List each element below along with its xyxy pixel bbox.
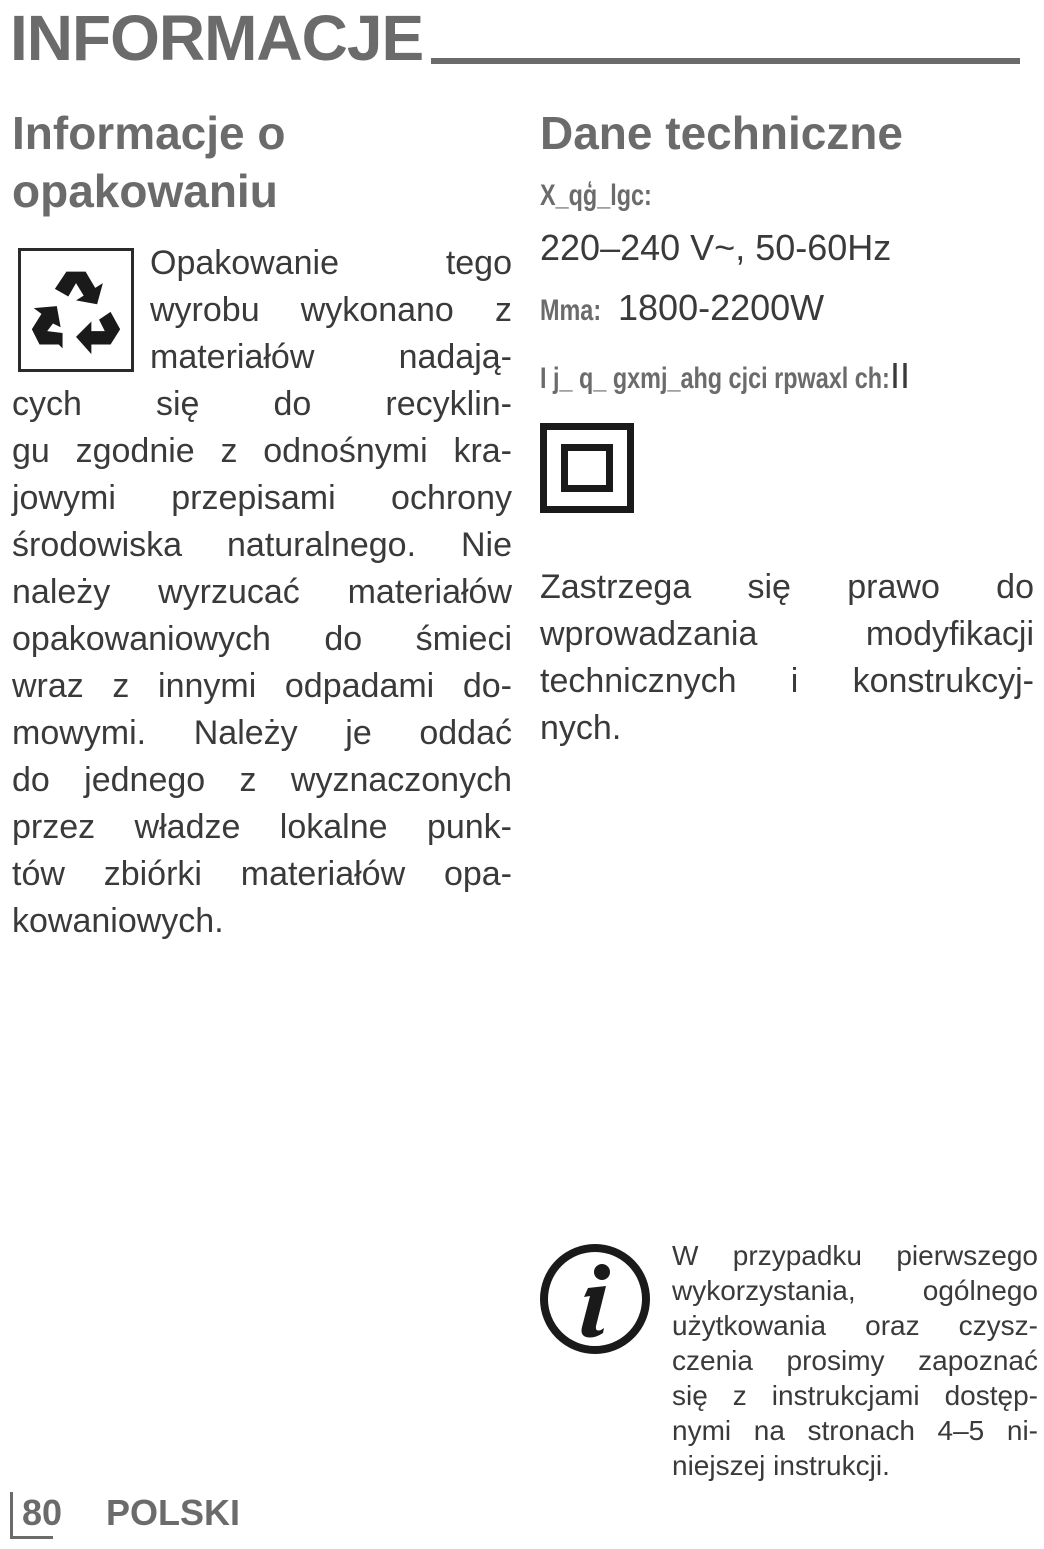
note-line: nych.: [540, 709, 622, 747]
spec-class-value: II: [890, 355, 911, 396]
spec-power: [540, 285, 1036, 339]
packaging-line: mowymi. Należy je oddać: [12, 714, 512, 752]
header-rule: [431, 58, 1020, 64]
technical-data-heading: Dane techniczne: [540, 107, 903, 159]
packaging-line: Opakowanie tego: [150, 244, 512, 282]
page-title: INFORMACJE: [10, 2, 424, 74]
spec-voltage-label: X_qģ_lgc:: [540, 179, 652, 212]
page-header: [10, 0, 1020, 74]
packaging-line: cych się do recyklin-: [12, 385, 512, 423]
info-line: W przypadku pierwszego: [672, 1240, 1038, 1271]
page-number: 80: [22, 1492, 63, 1533]
spec-class-label: I j_ q_ gxmj_ahg cjci rpwaxl ch:: [540, 362, 890, 395]
info-line: czenia prosimy zapoznać: [672, 1345, 1038, 1376]
packaging-line: jowymi przepisami ochrony: [12, 479, 512, 517]
info-icon: [538, 1242, 652, 1356]
note-line: Zastrzega się prawo do: [540, 568, 1034, 606]
spec-power-label: Mma:: [540, 294, 602, 327]
packaging-heading-line1: Informacje o: [12, 107, 286, 159]
packaging-line: należy wyrzucać materiałów: [12, 573, 512, 611]
packaging-heading-line2: opakowaniu: [12, 165, 278, 217]
info-line: się z instrukcjami dostęp-: [672, 1380, 1038, 1411]
spec-voltage-value: 220–240 V~, 50-60Hz: [540, 227, 892, 268]
packaging-section: [12, 104, 512, 945]
packaging-text: [12, 240, 512, 945]
page-footer: [10, 1488, 310, 1540]
packaging-line: do jednego z wyznaczonych: [12, 761, 512, 799]
info-line: nymi na stronach 4–5 ni-: [672, 1415, 1038, 1446]
note-line: technicznych i konstrukcyj-: [540, 662, 1034, 700]
packaging-line: środowiska naturalnego. Nie: [12, 526, 512, 564]
packaging-line: gu zgodnie z odnośnymi kra-: [12, 432, 512, 470]
info-line: użytkowania oraz czysz-: [672, 1310, 1038, 1341]
packaging-line: wraz z innymi odpadami do-: [12, 667, 512, 705]
packaging-line: kowaniowych.: [12, 902, 224, 940]
info-line: niejszej instrukcji.: [672, 1450, 890, 1481]
packaging-line: wyrobu wykonano z: [150, 291, 512, 329]
modification-note: [540, 564, 1034, 752]
spec-power-value: 1800-2200W: [618, 287, 825, 328]
packaging-line: przez władze lokalne punk-: [12, 808, 512, 846]
recycle-icon: [18, 248, 134, 372]
packaging-line: tów zbiórki materiałów opa-: [12, 855, 512, 893]
spec-class: [540, 353, 1036, 407]
technical-data-section: [540, 104, 1036, 513]
double-insulation-icon: [540, 423, 634, 513]
packaging-heading: [12, 104, 512, 220]
packaging-line: opakowaniowych do śmieci: [12, 620, 512, 658]
language-label: POLSKI: [106, 1492, 241, 1533]
note-line: wprowadzania modyfikacji: [540, 615, 1034, 653]
packaging-line: materiałów nadają-: [150, 338, 512, 376]
info-line: wykorzystania, ogólnego: [672, 1275, 1038, 1306]
info-text: [672, 1238, 1038, 1483]
spec-voltage: [540, 178, 1036, 219]
